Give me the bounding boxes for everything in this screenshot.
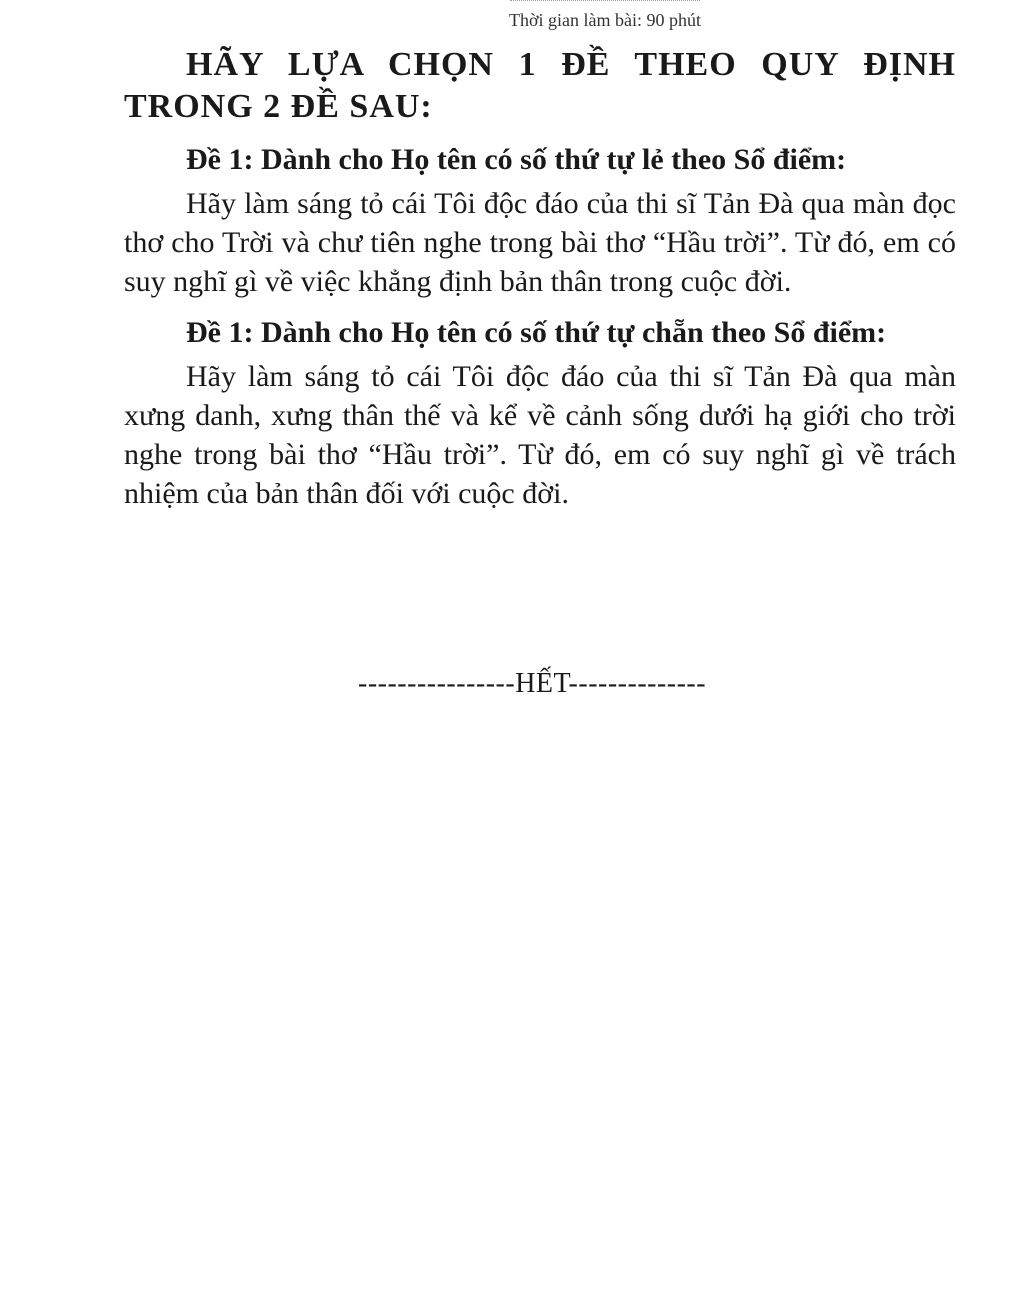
topic-1-body: Hãy làm sáng tỏ cái Tôi độc đáo của thi sĩ Tản Đà qua màn đọc thơ cho Trời và chư tiên nghe trong bài thơ “Hầu trời”. Từ đó, em có suy nghĩ gì về việc khẳng định bản thân trong cuộc đời. <box>124 187 956 298</box>
time-limit-text: Thời gian làm bài: 90 phút <box>509 10 701 30</box>
topic-2-body: Hãy làm sáng tỏ cái Tôi độc đáo của thi sĩ Tản Đà qua màn xưng danh, xưng thân thế và kể về cảnh sống dưới hạ giới cho trời nghe trong bài thơ “Hầu trời”. Từ đó, em có suy nghĩ gì về trách nhiệm của bản thân đối với cuộc đời. <box>124 360 956 510</box>
instruction-heading: HÃY LỰA CHỌN 1 ĐỀ THEO QUY ĐỊNH TRONG 2 ĐỀ SAU: <box>124 46 956 125</box>
topic-2-title: Đề 1: Dành cho Họ tên có số thứ tự chẵn theo Sổ điểm: <box>186 316 887 349</box>
top-dotted-rule <box>510 0 700 1</box>
end-marker: ----------------HẾT-------------- <box>358 668 707 699</box>
exam-content <box>124 44 956 513</box>
topic-1-title: Đề 1: Dành cho Họ tên có số thứ tự lẻ theo Sổ điểm: <box>186 143 847 176</box>
